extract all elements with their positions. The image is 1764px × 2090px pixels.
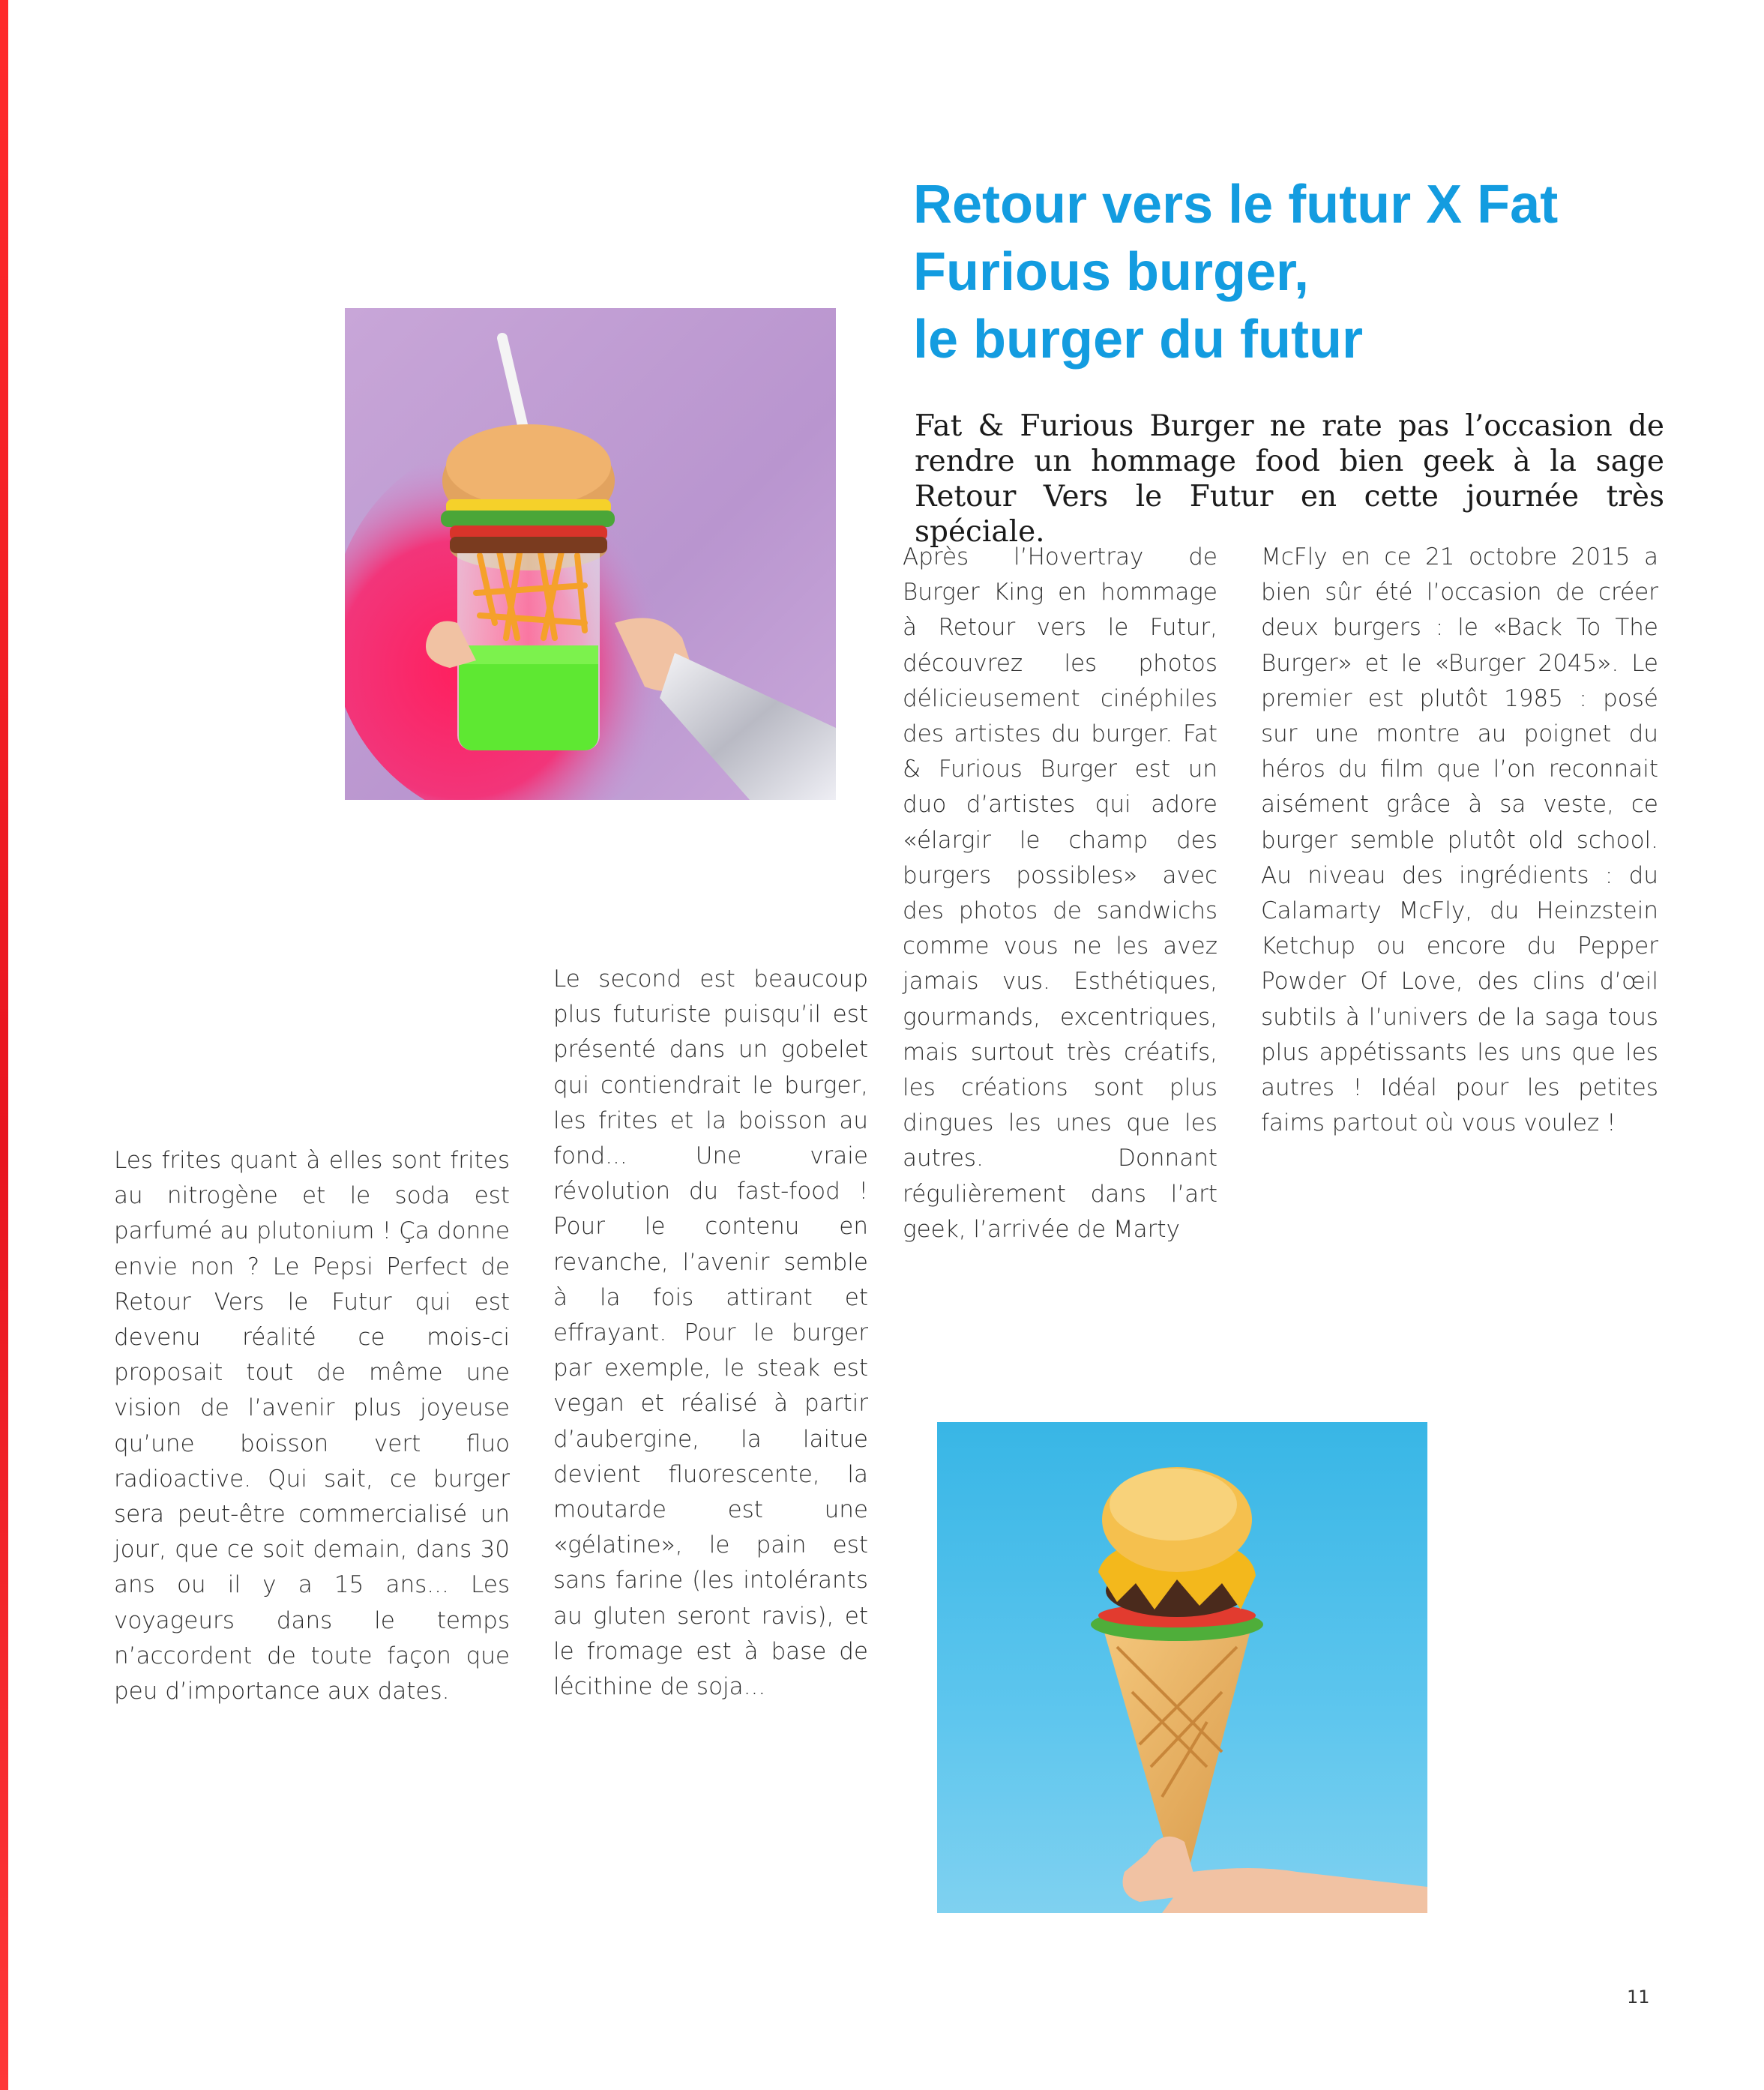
- body-column-1: Les frites quant à elles sont frites au nitrogène et le soda est parfumé au plutonium ! Ça donne envie non ? Le Pepsi Perfect de Retour Vers le Futur qui est devenu réalité ce mois-ci proposait tout de même une vision de l’avenir plus joyeuse qu’une boisson vert fluo radioactive. Qui sait, ce burger sera peut-être commercialisé un jour, que ce soit demain, dans 30 ans ou il y a 15 ans... Les voyageurs dans le temps n’accordent de toute façon que peu d’importance aux dates.: [114, 1147, 510, 1705]
- article-title-line: Furious burger,: [913, 242, 1310, 302]
- body-column-2: Le second est beaucoup plus futuriste puisqu’il est présenté dans un gobelet qui contiendrait le burger, les frites et la boisson au fond... Une vraie révolution du fast-food ! Pour le contenu en revanche, l’avenir semble à la fois attirant et effrayant. Pour le burger par exemple, le steak est vegan et réalisé à partir d’aubergine, la laitue devient fluorescente, la moutarde est une «gélatine», le pain est sans farine (les intolérants au gluten seront ravis), et le fromage est à base de lécithine de soja...: [553, 966, 868, 1701]
- body-column-3: Après l’Hovertray de Burger King en hommage à Retour vers le Futur, découvrez les photos délicieusement cinéphiles des artistes du burger. Fat & Furious Burger est un duo d’artistes qui adore «élargir le champ des burgers possibles» avec des photos de sandwichs comme vous ne les avez jamais vus. Esthétiques, gourmands, excentriques, mais surtout très créatifs, les créations sont plus dingues les unes que les autres. Donnant régulièrement dans l’art geek, l’arrivée de Marty: [903, 543, 1217, 1243]
- page-number: 11: [1627, 1987, 1650, 2008]
- burger-cone-photo: [937, 1422, 1427, 1913]
- burger-cup-illustration: [345, 308, 836, 800]
- burger-cone-illustration: [937, 1422, 1427, 1913]
- article-lead: Fat & Furious Burger ne rate pas l’occasion de rendre un hommage food bien geek à la sage Retour Vers le Futur en cette journée très spéciale.: [915, 409, 1664, 549]
- article-title-line: Retour vers le futur X Fat: [913, 175, 1559, 235]
- burger-cup-photo: [345, 308, 836, 800]
- article-title-line: le burger du futur: [913, 310, 1363, 370]
- body-column-4: McFly en ce 21 octobre 2015 a bien sûr été l’occasion de créer deux burgers : le «Back To The Burger» et le «Burger 2045». Le premier est plutôt 1985 : posé sur une montre au poignet du héros du film que l’on reconnait aisément grâce à sa veste, ce burger semble plutôt old school. Au niveau des ingrédients : du Calamarty McFly, du Heinzstein Ketchup ou encore du Pepper Powder Of Love, des clins d’œil subtils à l’univers de la saga tous plus appétissants les uns que les autres ! Idéal pour les petites faims partout où vous voulez !: [1261, 543, 1658, 1137]
- page-edge-bar: [0, 0, 8, 2090]
- article-title: [913, 171, 1700, 373]
